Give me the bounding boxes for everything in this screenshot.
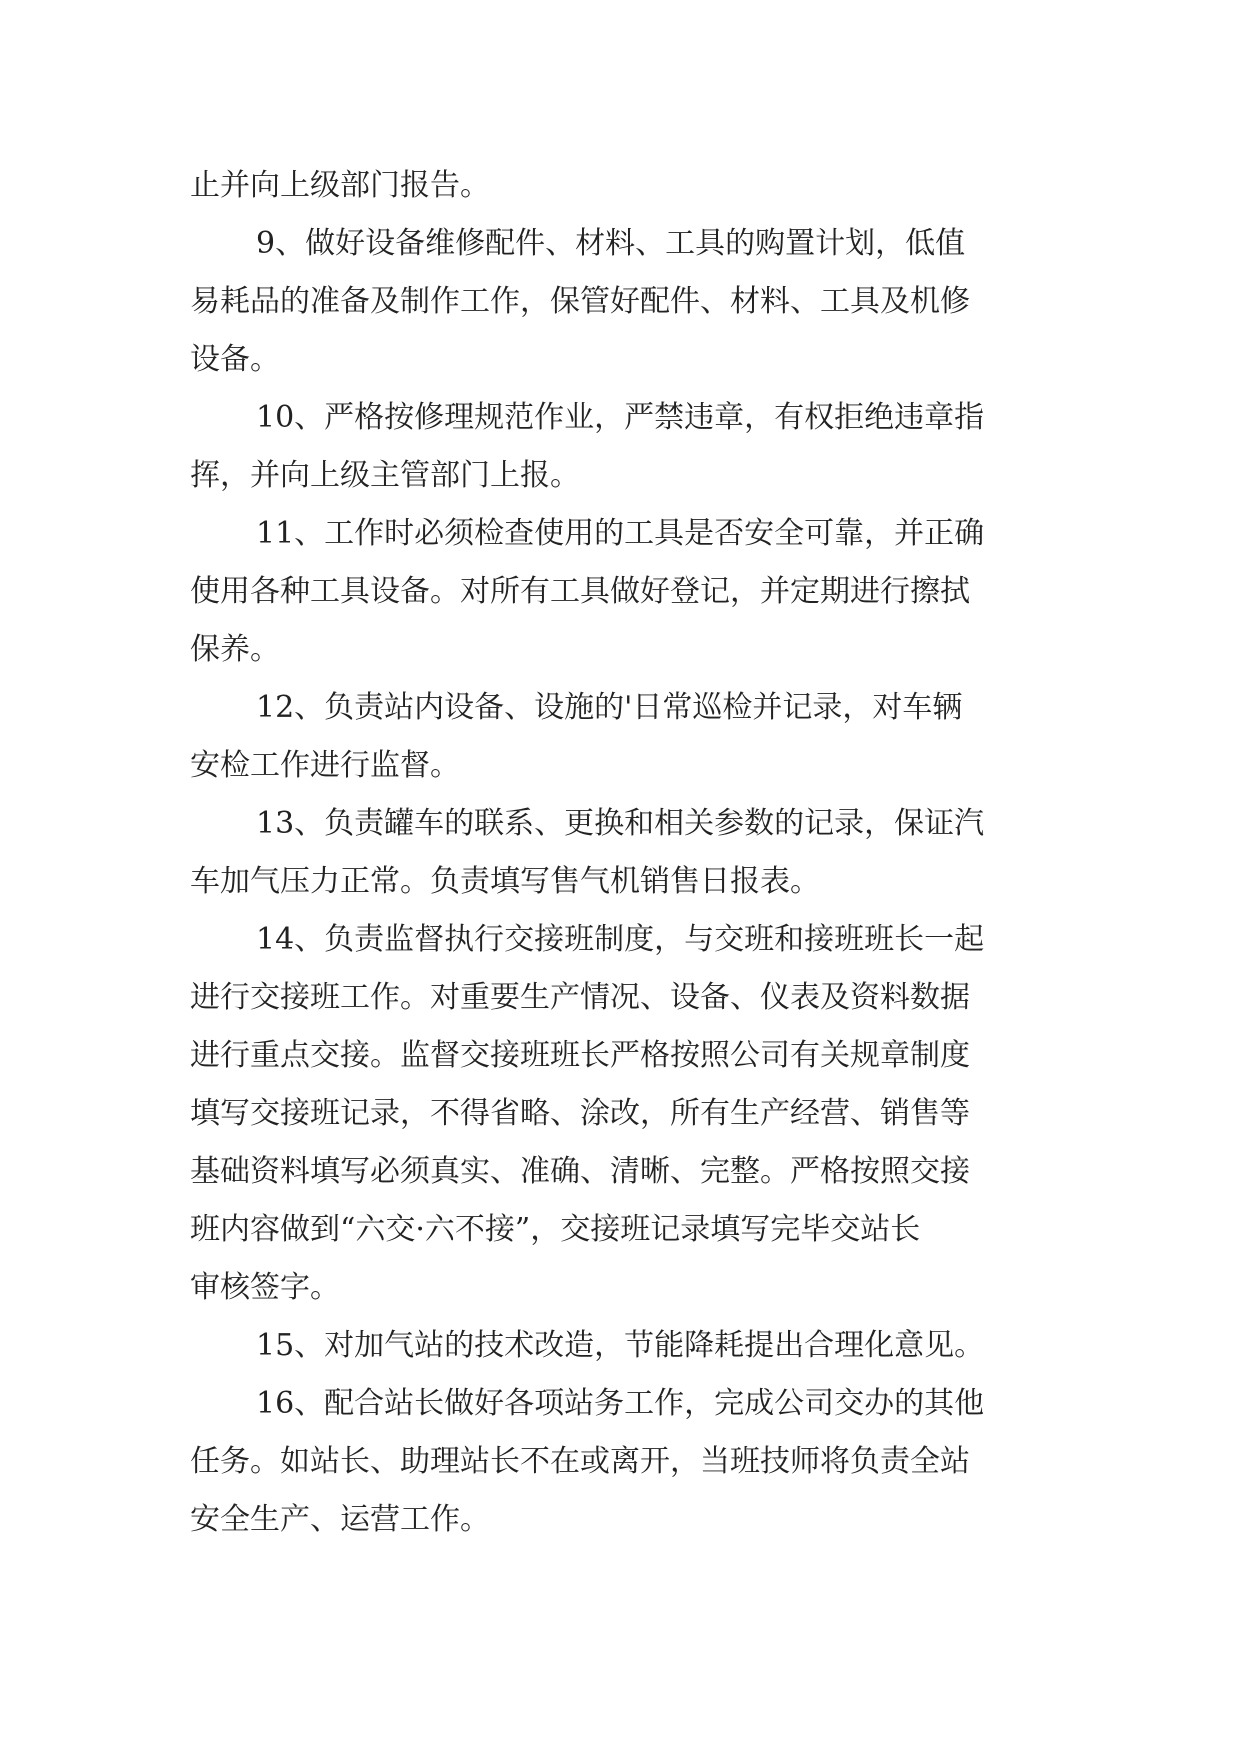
text-line: 任务。如站长、助理站长不在或离开，当班技师将负责全站 <box>190 1444 970 1479</box>
text-line: 9、做好设备维修配件、材料、工具的购置计划，低值 <box>256 226 966 261</box>
text-line: 10、严格按修理规范作业，严禁违章，有权拒绝违章指 <box>256 400 985 435</box>
text-line: 止并向上级部门报告。 <box>190 168 490 203</box>
text-line: 13、负责罐车的联系、更换和相关参数的记录，保证汽 <box>256 806 985 841</box>
text-line: 审核签字。 <box>190 1270 340 1305</box>
text-line: 挥，并向上级主管部门上报。 <box>190 458 580 493</box>
text-line: 进行重点交接。监督交接班班长严格按照公司有关规章制度 <box>190 1038 970 1073</box>
text-line: 12、负责站内设备、设施的'日常巡检并记录，对车辆 <box>256 690 963 725</box>
text-line: 安检工作进行监督。 <box>190 748 460 783</box>
text-line: 15、对加气站的技术改造，节能降耗提出合理化意见。 <box>256 1328 985 1363</box>
text-line: 班内容做到“六交·六不接”，交接班记录填写完毕交站长 <box>190 1212 921 1247</box>
text-line: 填写交接班记录，不得省略、涂改，所有生产经营、销售等 <box>190 1096 970 1131</box>
text-line: 车加气压力正常。负责填写售气机销售日报表。 <box>190 864 820 899</box>
text-line: 进行交接班工作。对重要生产情况、设备、仪表及资料数据 <box>190 980 970 1015</box>
text-line: 设备。 <box>190 342 280 377</box>
text-line: 基础资料填写必须真实、准确、清晰、完整。严格按照交接 <box>190 1154 970 1189</box>
text-line: 保养。 <box>190 632 280 667</box>
text-line: 11、工作时必须检查使用的工具是否安全可靠，并正确 <box>256 516 985 551</box>
text-line: 14、负责监督执行交接班制度，与交班和接班班长一起 <box>256 922 985 957</box>
text-line: 使用各种工具设备。对所有工具做好登记，并定期进行擦拭 <box>190 574 970 609</box>
text-line: 安全生产、运营工作。 <box>190 1502 490 1537</box>
text-line: 易耗品的准备及制作工作，保管好配件、材料、工具及机修 <box>190 284 970 319</box>
text-line: 16、配合站长做好各项站务工作，完成公司交办的其他 <box>256 1386 985 1421</box>
